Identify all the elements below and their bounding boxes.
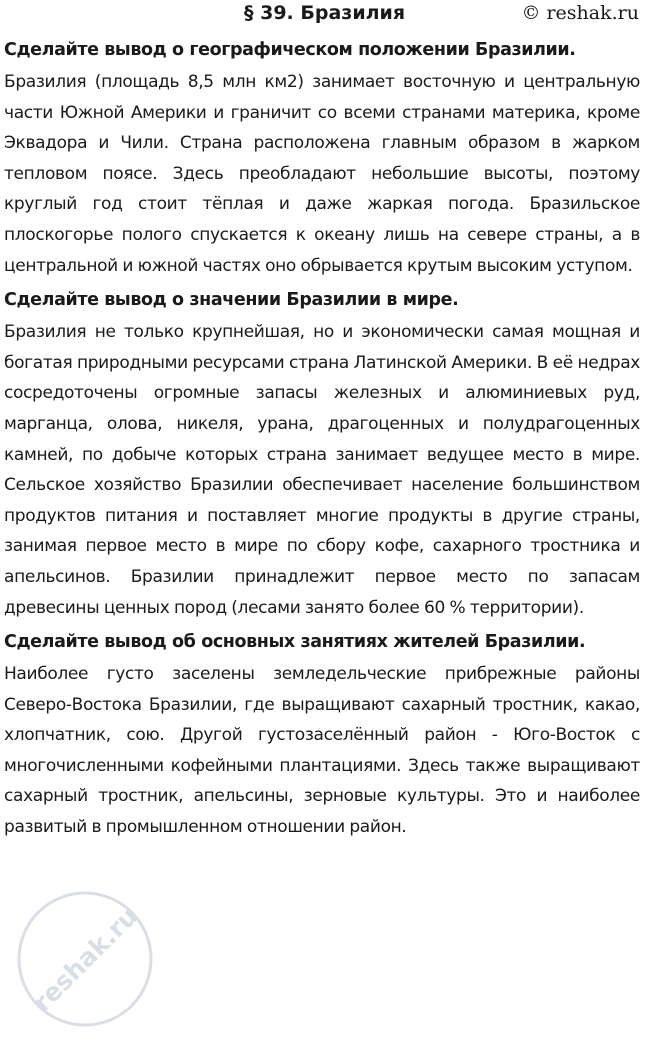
question-heading: Сделайте вывод об основных занятиях жителей Бразилии. — [4, 632, 586, 653]
question-heading: Сделайте вывод о значении Бразилии в мире. — [4, 290, 459, 311]
watermark-logo — [10, 884, 160, 1034]
section-main-occupations — [4, 629, 640, 843]
site-copyright: © reshak.ru — [521, 2, 639, 24]
answer-paragraph: Наиболее густо заселены земледельческие прибрежные районы Северо-Востока Бразилии, где выращивают сахарный тростник, какао, хлопчатник, сою. Другой густозаселённый район - Юго-Восток с многочисленными кофейными плантациями. Здесь также выращивают сахарный тростник, апельсины, зерновые культуры. Это и наиболее развитый в промышленном отношении район. — [4, 664, 640, 838]
question-heading: Сделайте вывод о географическом положении Бразилии. — [4, 40, 576, 60]
answer-paragraph: Бразилия (площадь 8,5 млн км2) занимает восточную и центральную части Южной Америки и граничит со всеми странами материка, кроме Эквадора и Чили. Страна расположена главным образом в жарком тепловом поясе. Здесь преобладают небольшие высоты, поэтому круглый год стоит тёплая и даже жаркая погода. Бразильское плоскогорье полого спускается к океану лишь на севере страны, а в центральной и южной частях оно обрывается крутым высоким уступом. — [4, 72, 640, 276]
answer-paragraph: Бразилия не только крупнейшая, но и экономически самая мощная и богатая природными ресурсами страна Латинской Америки. В её недрах сосредоточены огромные запасы железных и алюминиевых руд, марганца, олова, никеля, урана, драгоценных и полудрагоценных камней, по добыче которых страна занимает ведущее место в мире. Сельское хозяйство Бразилии обеспечивает население большинством продуктов питания и поставляет многие продукты в другие страны, занимая первое место в мире по сбору кофе, сахарного тростника и апельсинов. Бразилии принадлежит первое место по запасам древесины ценных пород (лесами занято более 60 % территории). — [4, 322, 640, 618]
page-title: § 39. Бразилия — [244, 2, 406, 24]
section-geographic-position — [4, 37, 640, 281]
watermark-text: reshak.ru — [27, 901, 144, 1018]
section-world-significance — [4, 287, 640, 623]
watermark-ring — [19, 893, 151, 1025]
page-header — [0, 0, 645, 28]
document-body — [4, 37, 640, 849]
